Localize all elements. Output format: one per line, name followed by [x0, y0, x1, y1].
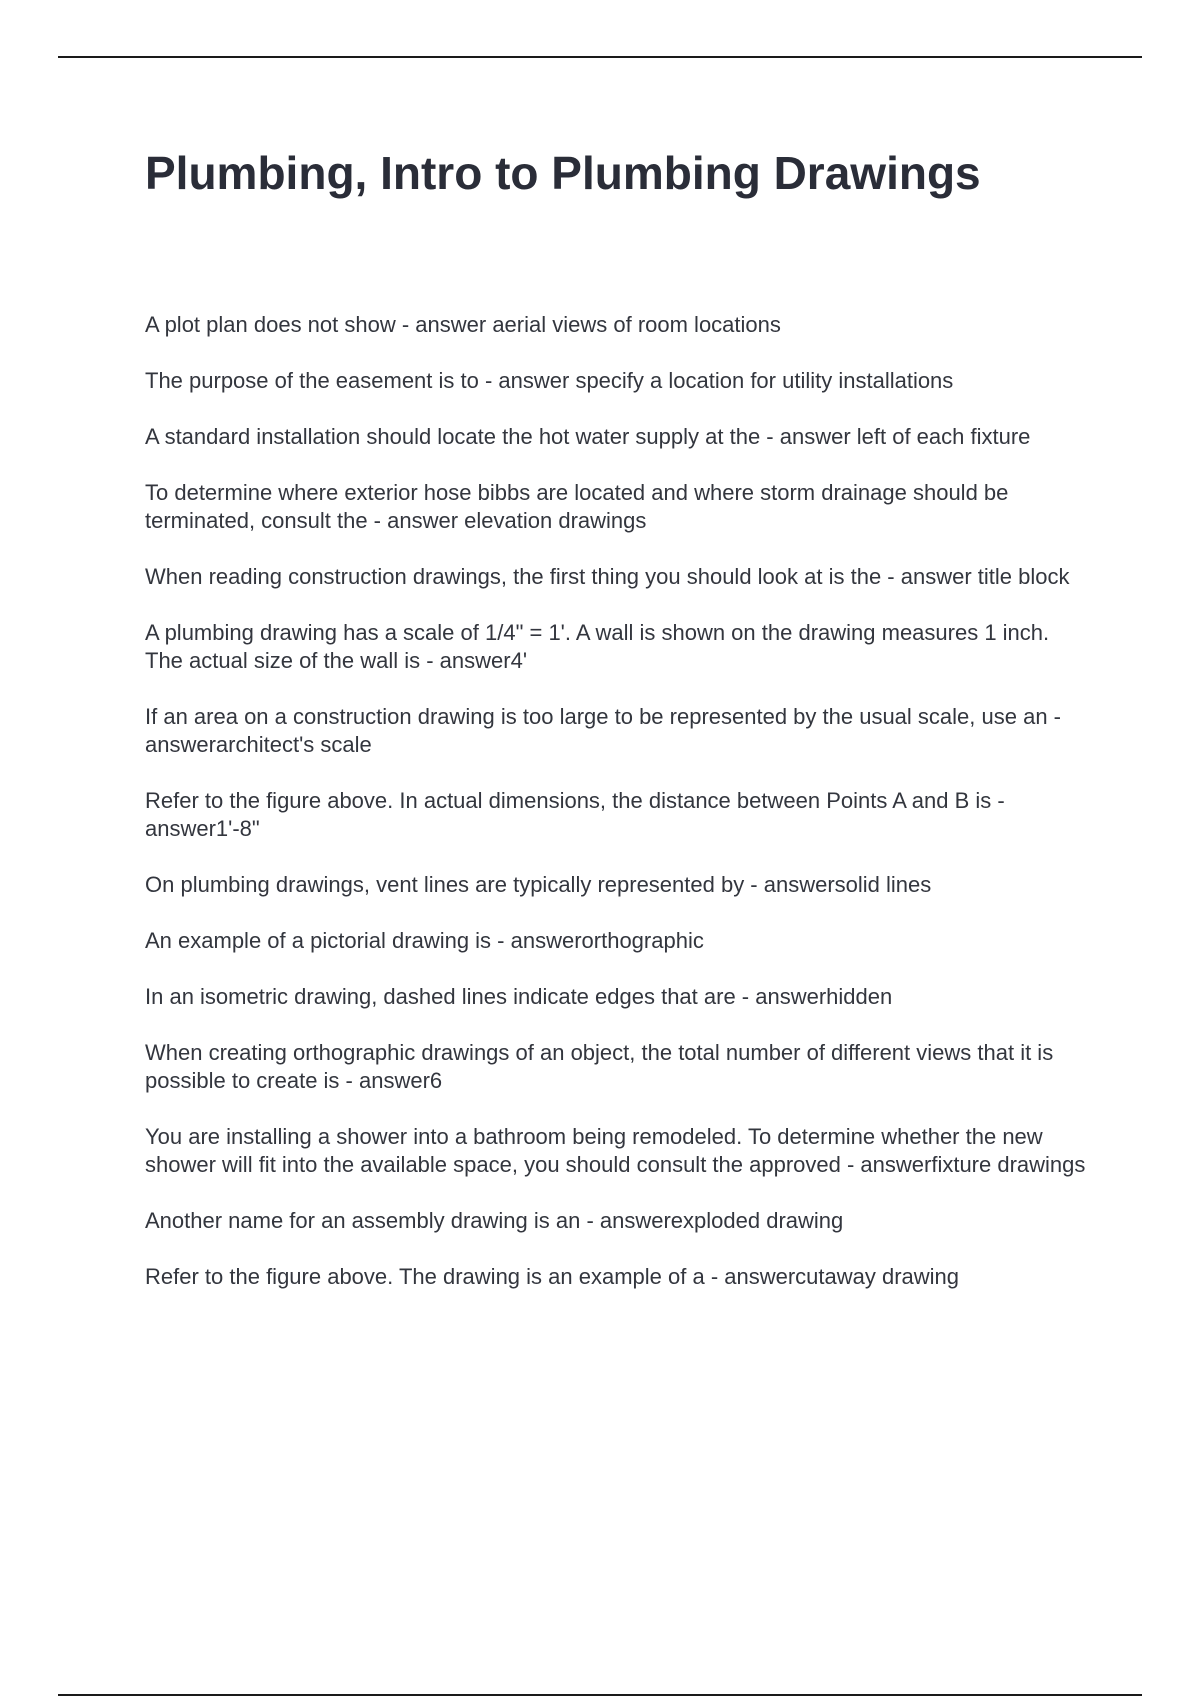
qa-item: When creating orthographic drawings of an object, the total number of different views that it is possible to create is - answer6: [145, 1040, 1054, 1093]
qa-item: You are installing a shower into a bathroom being remodeled. To determine whether the new shower will fit into the available space, you should consult the approved - answerfixture drawings: [145, 1124, 1086, 1177]
qa-item: An example of a pictorial drawing is - answerorthographic: [145, 928, 704, 953]
qa-item: In an isometric drawing, dashed lines indicate edges that are - answerhidden: [145, 984, 893, 1009]
qa-item: When reading construction drawings, the first thing you should look at is the - answer title block: [145, 564, 1070, 589]
qa-item: A standard installation should locate the hot water supply at the - answer left of each fixture: [145, 424, 1031, 449]
qa-item: On plumbing drawings, vent lines are typically represented by - answersolid lines: [145, 872, 932, 897]
qa-list: [145, 311, 1090, 1319]
qa-item: The purpose of the easement is to - answer specify a location for utility installations: [145, 368, 954, 393]
qa-item: Refer to the figure above. In actual dimensions, the distance between Points A and B is - answer1'-8": [145, 788, 1005, 841]
qa-item: If an area on a construction drawing is too large to be represented by the usual scale, use an - answerarchitect's scale: [145, 704, 1061, 757]
qa-item: To determine where exterior hose bibbs are located and where storm drainage should be terminated, consult the - answer elevation drawings: [145, 480, 1009, 533]
qa-item: Another name for an assembly drawing is an - answerexploded drawing: [145, 1208, 844, 1233]
bottom-rule: [58, 1694, 1142, 1696]
qa-item: A plumbing drawing has a scale of 1/4" = 1'. A wall is shown on the drawing measures 1 inch. The actual size of the wall is - answer4': [145, 620, 1050, 673]
qa-item: Refer to the figure above. The drawing is an example of a - answercutaway drawing: [145, 1264, 960, 1289]
qa-item: A plot plan does not show - answer aerial views of room locations: [145, 312, 781, 337]
top-rule: [58, 56, 1142, 58]
document-title: Plumbing, Intro to Plumbing Drawings: [145, 147, 981, 199]
